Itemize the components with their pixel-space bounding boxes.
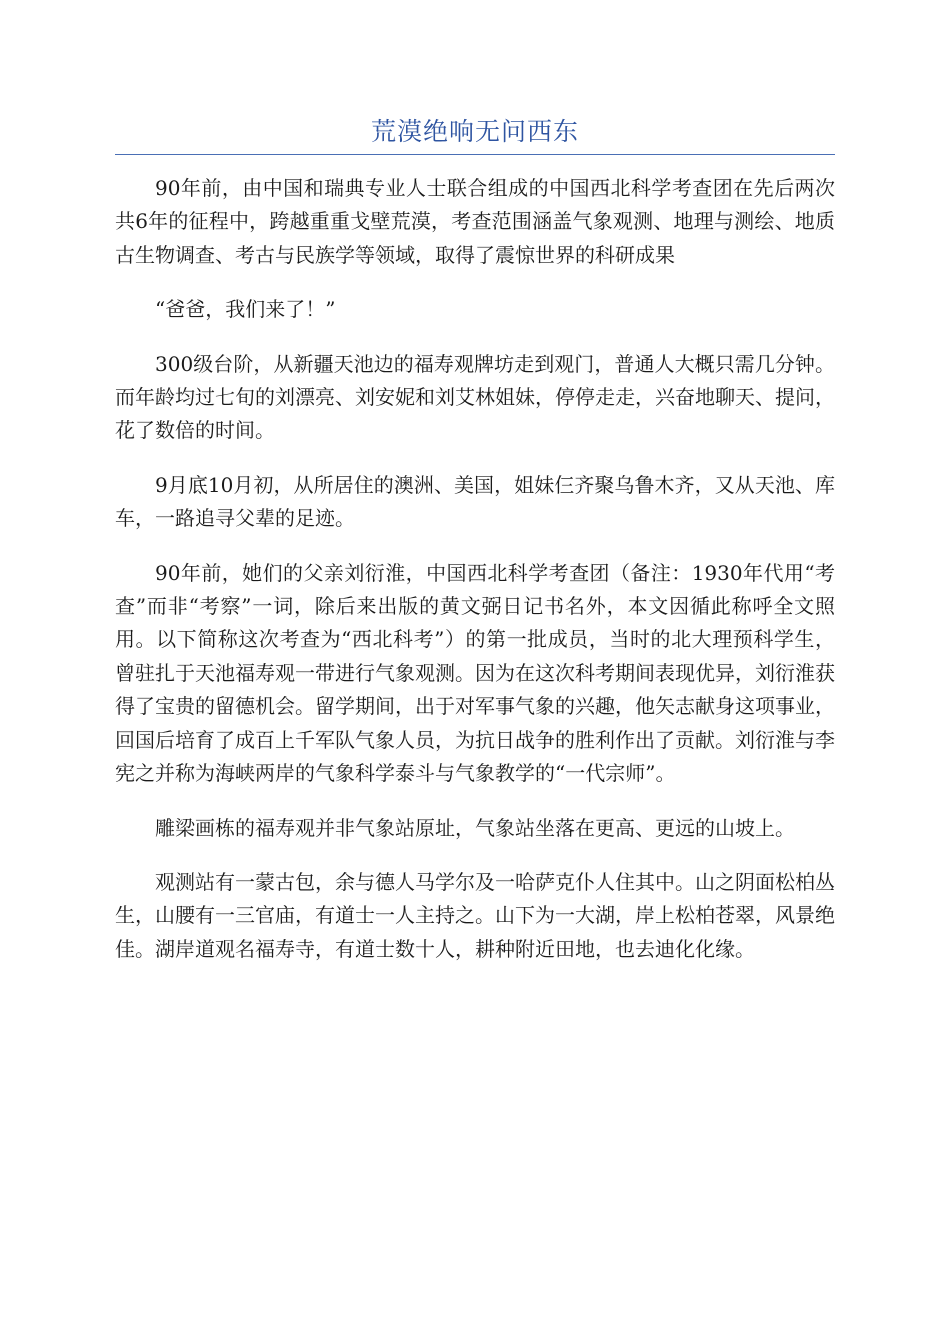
document-body bbox=[115, 172, 835, 987]
paragraph: 观测站有一蒙古包，余与德人马学尔及一哈萨克仆人住其中。山之阴面松柏丛生，山腰有一三官庙，有道士一人主持之。山下为一大湖，岸上松柏苍翠，风景绝佳。湖岸道观名福寿寺，有道士数十人，耕种附近田地，也去迪化化缘。 bbox=[115, 869, 835, 961]
paragraph: 9月底10月初，从所居住的澳洲、美国，姐妹仨齐聚乌鲁木齐，又从天池、库车，一路追寻父辈的足迹。 bbox=[115, 472, 835, 531]
title-divider bbox=[115, 154, 835, 155]
paragraph: 雕梁画栋的福寿观并非气象站原址，气象站坐落在更高、更远的山坡上。 bbox=[155, 815, 795, 840]
paragraph: 90年前，由中国和瑞典专业人士联合组成的中国西北科学考查团在先后两次共6年的征程中，跨越重重戈壁荒漠，考查范围涵盖气象观测、地理与测绘、地质古生物调查、考古与民族学等领域，取得了震惊世界的科研成果 bbox=[115, 176, 835, 267]
document-title: 荒漠绝响无问西东 bbox=[370, 117, 579, 146]
paragraph: “爸爸，我们来了！” bbox=[155, 297, 336, 322]
paragraph: 300级台阶，从新疆天池边的福寿观牌坊走到观门，普通人大概只需几分钟。而年龄均过七旬的刘漂亮、刘安妮和刘艾林姐妹，停停走走，兴奋地聊天、提问，花了数倍的时间。 bbox=[115, 351, 835, 443]
paragraph: 90年前，她们的父亲刘衍淮，中国西北科学考查团（备注：1930年代用“考查”而非“考察”一词，除后来出版的黄文弼日记书名外，本文因循此称呼全文照用。以下简称这次考查为“西北科考”）的第一批成员，当时的北大理预科学生，曾驻扎于天池福寿观一带进行气象观测。因为在这次科考期间表现优异，刘衍淮获得了宝贵的留德机会。留学期间，出于对军事气象的兴趣，他矢志献身这项事业，回国后培育了成百上千军队气象人员，为抗日战争的胜利作出了贡献。刘衍淮与李宪之并称为海峡两岸的气象科学泰斗与气象教学的“一代宗师”。 bbox=[115, 560, 835, 786]
